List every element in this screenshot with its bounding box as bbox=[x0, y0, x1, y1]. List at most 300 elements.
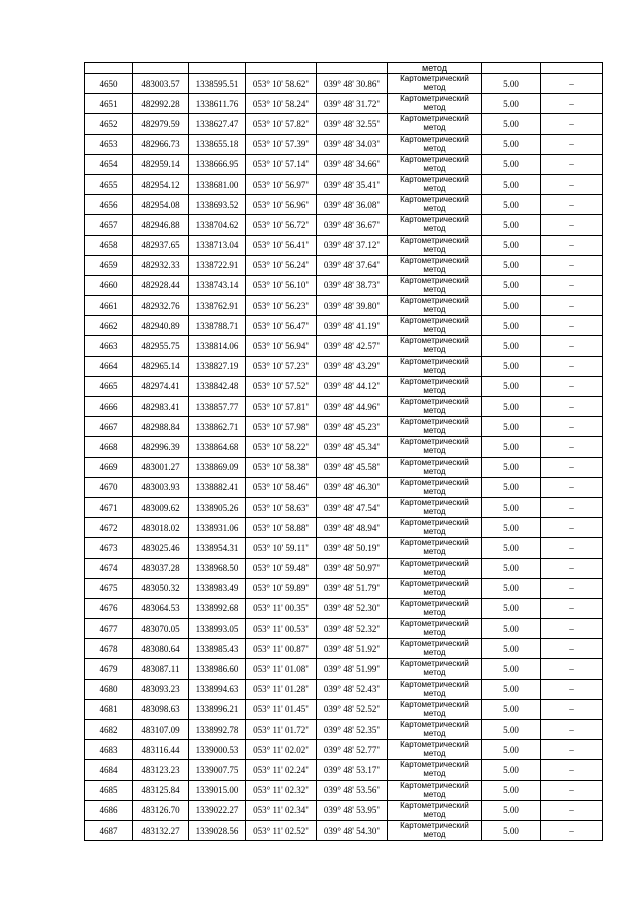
x-coordinate-cell: 483001.27 bbox=[133, 457, 189, 477]
y-coordinate-cell: 1339007.75 bbox=[189, 760, 246, 780]
accuracy-cell: 5.00 bbox=[482, 699, 541, 719]
x-coordinate-cell: 482979.59 bbox=[133, 114, 189, 134]
table-row bbox=[85, 760, 603, 780]
point-number-cell: 4677 bbox=[85, 619, 133, 639]
x-coordinate-cell: 483009.62 bbox=[133, 497, 189, 517]
x-coordinate-cell: 483025.46 bbox=[133, 538, 189, 558]
accuracy-cell: 5.00 bbox=[482, 720, 541, 740]
longitude-cell: 039° 48' 52.30" bbox=[317, 598, 388, 618]
method-line-1: Картометрический bbox=[400, 598, 469, 608]
accuracy-cell: 5.00 bbox=[482, 578, 541, 598]
method-line-2: метод bbox=[423, 224, 446, 234]
method-cell bbox=[388, 497, 482, 517]
y-coordinate-cell: 1338992.68 bbox=[189, 598, 246, 618]
y-coordinate-cell: 1338968.50 bbox=[189, 558, 246, 578]
point-number-cell: 4664 bbox=[85, 356, 133, 376]
x-coordinate-cell: 483018.02 bbox=[133, 518, 189, 538]
method-cell bbox=[388, 699, 482, 719]
method-line-1: Картометрический bbox=[400, 235, 469, 245]
point-number-cell: 4683 bbox=[85, 740, 133, 760]
method-cell bbox=[388, 679, 482, 699]
latitude-cell: 053° 10' 59.11" bbox=[246, 538, 317, 558]
point-number-cell: 4668 bbox=[85, 437, 133, 457]
latitude-cell: 053° 10' 56.94" bbox=[246, 336, 317, 356]
note-cell: – bbox=[541, 195, 603, 215]
accuracy-cell: 5.00 bbox=[482, 316, 541, 336]
latitude-cell: 053° 11' 02.34" bbox=[246, 800, 317, 820]
y-coordinate-cell: 1338693.52 bbox=[189, 195, 246, 215]
note-cell: – bbox=[541, 598, 603, 618]
table-row bbox=[85, 215, 603, 235]
y-coordinate-cell: 1338993.05 bbox=[189, 619, 246, 639]
note-cell: – bbox=[541, 437, 603, 457]
note-cell: – bbox=[541, 619, 603, 639]
y-coordinate-cell: 1338713.04 bbox=[189, 235, 246, 255]
x-coordinate-cell: 482932.76 bbox=[133, 296, 189, 316]
method-line-1: Картометрический bbox=[400, 538, 469, 548]
x-coordinate-cell: 483107.09 bbox=[133, 720, 189, 740]
longitude-cell: 039° 48' 45.34" bbox=[317, 437, 388, 457]
table-row bbox=[85, 518, 603, 538]
longitude-cell: 039° 48' 50.97" bbox=[317, 558, 388, 578]
method-cell bbox=[388, 760, 482, 780]
method-cell bbox=[388, 477, 482, 497]
latitude-cell: 053° 10' 56.41" bbox=[246, 235, 317, 255]
method-line-1: Картометрический bbox=[400, 497, 469, 507]
longitude-cell: 039° 48' 44.12" bbox=[317, 376, 388, 396]
point-number-cell: 4673 bbox=[85, 538, 133, 558]
method-cell bbox=[388, 457, 482, 477]
longitude-cell: 039° 48' 51.79" bbox=[317, 578, 388, 598]
x-coordinate-cell: 482988.84 bbox=[133, 417, 189, 437]
latitude-cell: 053° 11' 01.72" bbox=[246, 720, 317, 740]
method-line-1: Картометрический bbox=[400, 437, 469, 447]
longitude-cell: 039° 48' 36.08" bbox=[317, 195, 388, 215]
method-cell bbox=[388, 336, 482, 356]
longitude-cell: 039° 48' 37.12" bbox=[317, 235, 388, 255]
method-line-2: метод bbox=[423, 607, 446, 617]
point-number-cell: 4676 bbox=[85, 598, 133, 618]
accuracy-cell: 5.00 bbox=[482, 639, 541, 659]
method-cell bbox=[388, 538, 482, 558]
x-coordinate-cell: 483093.23 bbox=[133, 679, 189, 699]
point-number-cell: 4667 bbox=[85, 417, 133, 437]
y-coordinate-cell: 1338862.71 bbox=[189, 417, 246, 437]
accuracy-cell: 5.00 bbox=[482, 275, 541, 295]
note-cell: – bbox=[541, 134, 603, 154]
longitude-cell: 039° 48' 52.77" bbox=[317, 740, 388, 760]
table-row bbox=[85, 417, 603, 437]
point-number-cell: 4666 bbox=[85, 397, 133, 417]
method-cell bbox=[388, 74, 482, 94]
point-number-cell: 4654 bbox=[85, 154, 133, 174]
y-coordinate-cell: 1339028.56 bbox=[189, 820, 246, 840]
note-cell: – bbox=[541, 780, 603, 800]
point-number-cell: 4687 bbox=[85, 820, 133, 840]
note-cell: – bbox=[541, 316, 603, 336]
longitude-cell: 039° 48' 45.58" bbox=[317, 457, 388, 477]
latitude-cell: 053° 11' 00.35" bbox=[246, 598, 317, 618]
note-cell: – bbox=[541, 376, 603, 396]
latitude-cell: 053° 10' 57.81" bbox=[246, 397, 317, 417]
longitude-cell: 039° 48' 36.67" bbox=[317, 215, 388, 235]
note-cell: – bbox=[541, 275, 603, 295]
method-line-2: метод bbox=[423, 183, 446, 193]
y-coordinate-cell: 1339000.53 bbox=[189, 740, 246, 760]
method-line-1: Картометрический bbox=[400, 114, 469, 124]
continuation-row bbox=[85, 63, 603, 74]
accuracy-cell: 5.00 bbox=[482, 477, 541, 497]
longitude-cell: 039° 48' 32.55" bbox=[317, 114, 388, 134]
longitude-cell: 039° 48' 39.80" bbox=[317, 296, 388, 316]
method-cell bbox=[388, 558, 482, 578]
table-row bbox=[85, 720, 603, 740]
table-row bbox=[85, 800, 603, 820]
table-row bbox=[85, 639, 603, 659]
continuation-cell bbox=[482, 63, 541, 74]
table-row bbox=[85, 699, 603, 719]
method-line-1: Картометрический bbox=[400, 619, 469, 629]
x-coordinate-cell: 482932.33 bbox=[133, 255, 189, 275]
longitude-cell: 039° 48' 35.41" bbox=[317, 174, 388, 194]
note-cell: – bbox=[541, 296, 603, 316]
point-number-cell: 4651 bbox=[85, 94, 133, 114]
accuracy-cell: 5.00 bbox=[482, 174, 541, 194]
method-line-1: Картометрический bbox=[400, 659, 469, 669]
accuracy-cell: 5.00 bbox=[482, 598, 541, 618]
point-number-cell: 4650 bbox=[85, 74, 133, 94]
method-line-1: Картометрический bbox=[400, 74, 469, 83]
longitude-cell: 039° 48' 38.73" bbox=[317, 275, 388, 295]
latitude-cell: 053° 10' 59.48" bbox=[246, 558, 317, 578]
x-coordinate-cell: 482965.14 bbox=[133, 356, 189, 376]
method-cell bbox=[388, 174, 482, 194]
y-coordinate-cell: 1338681.00 bbox=[189, 174, 246, 194]
y-coordinate-cell: 1338611.76 bbox=[189, 94, 246, 114]
point-number-cell: 4675 bbox=[85, 578, 133, 598]
point-number-cell: 4686 bbox=[85, 800, 133, 820]
longitude-cell: 039° 48' 52.52" bbox=[317, 699, 388, 719]
point-number-cell: 4652 bbox=[85, 114, 133, 134]
latitude-cell: 053° 10' 57.52" bbox=[246, 376, 317, 396]
x-coordinate-cell: 483003.93 bbox=[133, 477, 189, 497]
method-line-1: Картометрический bbox=[400, 639, 469, 649]
note-cell: – bbox=[541, 820, 603, 840]
latitude-cell: 053° 10' 56.72" bbox=[246, 215, 317, 235]
y-coordinate-cell: 1338655.18 bbox=[189, 134, 246, 154]
method-cell bbox=[388, 356, 482, 376]
y-coordinate-cell: 1338857.77 bbox=[189, 397, 246, 417]
note-cell: – bbox=[541, 94, 603, 114]
method-line-1: Картометрический bbox=[400, 760, 469, 770]
y-coordinate-cell: 1338905.26 bbox=[189, 497, 246, 517]
continuation-cell bbox=[541, 63, 603, 74]
accuracy-cell: 5.00 bbox=[482, 417, 541, 437]
accuracy-cell: 5.00 bbox=[482, 134, 541, 154]
method-line-2: метод bbox=[423, 163, 446, 173]
latitude-cell: 053° 10' 59.89" bbox=[246, 578, 317, 598]
x-coordinate-cell: 482992.28 bbox=[133, 94, 189, 114]
y-coordinate-cell: 1338985.43 bbox=[189, 639, 246, 659]
y-coordinate-cell: 1338762.91 bbox=[189, 296, 246, 316]
y-coordinate-cell: 1339022.27 bbox=[189, 800, 246, 820]
method-line-2: метод bbox=[423, 123, 446, 133]
x-coordinate-cell: 483123.23 bbox=[133, 760, 189, 780]
method-line-1: Картометрический bbox=[400, 457, 469, 467]
note-cell: – bbox=[541, 397, 603, 417]
note-cell: – bbox=[541, 578, 603, 598]
table-row bbox=[85, 397, 603, 417]
longitude-cell: 039° 48' 34.03" bbox=[317, 134, 388, 154]
method-line-2: метод bbox=[423, 83, 446, 92]
x-coordinate-cell: 482983.41 bbox=[133, 397, 189, 417]
method-line-2: метод bbox=[423, 466, 446, 476]
longitude-cell: 039° 48' 52.43" bbox=[317, 679, 388, 699]
accuracy-cell: 5.00 bbox=[482, 497, 541, 517]
note-cell: – bbox=[541, 255, 603, 275]
note-cell: – bbox=[541, 477, 603, 497]
table-row bbox=[85, 255, 603, 275]
latitude-cell: 053° 11' 02.32" bbox=[246, 780, 317, 800]
method-line-2: метод bbox=[423, 325, 446, 335]
method-cell bbox=[388, 114, 482, 134]
longitude-cell: 039° 48' 31.72" bbox=[317, 94, 388, 114]
method-cell bbox=[388, 598, 482, 618]
point-number-cell: 4671 bbox=[85, 497, 133, 517]
point-number-cell: 4670 bbox=[85, 477, 133, 497]
method-line-2: метод bbox=[423, 506, 446, 516]
note-cell: – bbox=[541, 800, 603, 820]
table-row bbox=[85, 296, 603, 316]
longitude-cell: 039° 48' 54.30" bbox=[317, 820, 388, 840]
accuracy-cell: 5.00 bbox=[482, 558, 541, 578]
accuracy-cell: 5.00 bbox=[482, 235, 541, 255]
note-cell: – bbox=[541, 215, 603, 235]
x-coordinate-cell: 482996.39 bbox=[133, 437, 189, 457]
method-line-2: метод bbox=[423, 547, 446, 557]
method-line-1: Картометрический bbox=[400, 94, 469, 104]
table-row bbox=[85, 659, 603, 679]
latitude-cell: 053° 10' 58.22" bbox=[246, 437, 317, 457]
method-cell bbox=[388, 94, 482, 114]
table-row bbox=[85, 477, 603, 497]
table-row bbox=[85, 679, 603, 699]
point-number-cell: 4657 bbox=[85, 215, 133, 235]
accuracy-cell: 5.00 bbox=[482, 255, 541, 275]
method-cell bbox=[388, 619, 482, 639]
accuracy-cell: 5.00 bbox=[482, 397, 541, 417]
y-coordinate-cell: 1338954.31 bbox=[189, 538, 246, 558]
method-cell bbox=[388, 780, 482, 800]
method-cell bbox=[388, 195, 482, 215]
note-cell: – bbox=[541, 336, 603, 356]
y-coordinate-cell: 1338666.95 bbox=[189, 154, 246, 174]
method-line-1: Картометрический bbox=[400, 134, 469, 144]
note-cell: – bbox=[541, 659, 603, 679]
continuation-cell bbox=[317, 63, 388, 74]
table-row bbox=[85, 94, 603, 114]
accuracy-cell: 5.00 bbox=[482, 437, 541, 457]
point-number-cell: 4685 bbox=[85, 780, 133, 800]
point-number-cell: 4660 bbox=[85, 275, 133, 295]
continuation-cell bbox=[85, 63, 133, 74]
longitude-cell: 039° 48' 52.32" bbox=[317, 619, 388, 639]
method-line-2: метод bbox=[423, 345, 446, 355]
x-coordinate-cell: 482954.12 bbox=[133, 174, 189, 194]
x-coordinate-cell: 482928.44 bbox=[133, 275, 189, 295]
x-coordinate-cell: 483037.28 bbox=[133, 558, 189, 578]
x-coordinate-cell: 483064.53 bbox=[133, 598, 189, 618]
note-cell: – bbox=[541, 497, 603, 517]
latitude-cell: 053° 10' 56.97" bbox=[246, 174, 317, 194]
accuracy-cell: 5.00 bbox=[482, 114, 541, 134]
point-number-cell: 4684 bbox=[85, 760, 133, 780]
method-cell bbox=[388, 134, 482, 154]
note-cell: – bbox=[541, 699, 603, 719]
latitude-cell: 053° 10' 58.62" bbox=[246, 74, 317, 94]
x-coordinate-cell: 482974.41 bbox=[133, 376, 189, 396]
table-row bbox=[85, 356, 603, 376]
method-line-1: Картометрический bbox=[400, 800, 469, 810]
method-line-2: метод bbox=[423, 729, 446, 738]
method-cell bbox=[388, 578, 482, 598]
latitude-cell: 053° 10' 57.39" bbox=[246, 134, 317, 154]
accuracy-cell: 5.00 bbox=[482, 679, 541, 699]
note-cell: – bbox=[541, 639, 603, 659]
method-line-1: Картометрический bbox=[400, 174, 469, 184]
method-line-1: Картометрический bbox=[400, 477, 469, 487]
note-cell: – bbox=[541, 720, 603, 740]
longitude-cell: 039° 48' 30.86" bbox=[317, 74, 388, 94]
method-cell bbox=[388, 316, 482, 336]
y-coordinate-cell: 1338869.09 bbox=[189, 457, 246, 477]
accuracy-cell: 5.00 bbox=[482, 457, 541, 477]
point-number-cell: 4663 bbox=[85, 336, 133, 356]
continuation-method-cell: метод bbox=[388, 63, 482, 74]
x-coordinate-cell: 482955.75 bbox=[133, 336, 189, 356]
method-cell bbox=[388, 639, 482, 659]
note-cell: – bbox=[541, 538, 603, 558]
x-coordinate-cell: 483087.11 bbox=[133, 659, 189, 679]
method-line-2: метод bbox=[423, 365, 446, 375]
point-number-cell: 4681 bbox=[85, 699, 133, 719]
accuracy-cell: 5.00 bbox=[482, 740, 541, 760]
method-line-1: Картометрический bbox=[400, 275, 469, 285]
table-row bbox=[85, 195, 603, 215]
note-cell: – bbox=[541, 558, 603, 578]
longitude-cell: 039° 48' 48.94" bbox=[317, 518, 388, 538]
method-line-1: Картометрический bbox=[400, 316, 469, 326]
method-cell bbox=[388, 255, 482, 275]
y-coordinate-cell: 1338986.60 bbox=[189, 659, 246, 679]
longitude-cell: 039° 48' 46.30" bbox=[317, 477, 388, 497]
table-row bbox=[85, 780, 603, 800]
method-line-2: метод bbox=[423, 567, 446, 577]
latitude-cell: 053° 11' 01.45" bbox=[246, 699, 317, 719]
method-line-1: Картометрический bbox=[400, 820, 469, 830]
table-row bbox=[85, 74, 603, 94]
accuracy-cell: 5.00 bbox=[482, 780, 541, 800]
method-line-1: Картометрический bbox=[400, 780, 469, 790]
x-coordinate-cell: 483050.32 bbox=[133, 578, 189, 598]
point-number-cell: 4659 bbox=[85, 255, 133, 275]
longitude-cell: 039° 48' 52.35" bbox=[317, 720, 388, 740]
method-cell bbox=[388, 154, 482, 174]
latitude-cell: 053° 11' 02.02" bbox=[246, 740, 317, 760]
x-coordinate-cell: 482966.73 bbox=[133, 134, 189, 154]
accuracy-cell: 5.00 bbox=[482, 356, 541, 376]
longitude-cell: 039° 48' 34.66" bbox=[317, 154, 388, 174]
method-cell bbox=[388, 820, 482, 840]
latitude-cell: 053° 10' 58.63" bbox=[246, 497, 317, 517]
method-line-1: Картометрический bbox=[400, 699, 469, 709]
table-row bbox=[85, 538, 603, 558]
accuracy-cell: 5.00 bbox=[482, 800, 541, 820]
x-coordinate-cell: 483003.57 bbox=[133, 74, 189, 94]
method-line-2: метод bbox=[423, 143, 446, 153]
x-coordinate-cell: 483116.44 bbox=[133, 740, 189, 760]
longitude-cell: 039° 48' 53.56" bbox=[317, 780, 388, 800]
method-line-1: Картометрический bbox=[400, 578, 469, 588]
method-line-2: метод bbox=[423, 446, 446, 456]
accuracy-cell: 5.00 bbox=[482, 518, 541, 538]
method-line-1: Картометрический bbox=[400, 215, 469, 225]
longitude-cell: 039° 48' 53.17" bbox=[317, 760, 388, 780]
point-number-cell: 4674 bbox=[85, 558, 133, 578]
accuracy-cell: 5.00 bbox=[482, 376, 541, 396]
y-coordinate-cell: 1338595.51 bbox=[189, 74, 246, 94]
method-line-2: метод bbox=[423, 264, 446, 274]
method-cell bbox=[388, 800, 482, 820]
table-row bbox=[85, 820, 603, 840]
latitude-cell: 053° 10' 56.24" bbox=[246, 255, 317, 275]
y-coordinate-cell: 1338992.78 bbox=[189, 720, 246, 740]
latitude-cell: 053° 10' 58.46" bbox=[246, 477, 317, 497]
point-number-cell: 4679 bbox=[85, 659, 133, 679]
method-line-2: метод bbox=[423, 708, 446, 718]
longitude-cell: 039° 48' 37.64" bbox=[317, 255, 388, 275]
method-cell bbox=[388, 417, 482, 437]
point-number-cell: 4655 bbox=[85, 174, 133, 194]
accuracy-cell: 5.00 bbox=[482, 820, 541, 840]
table-row bbox=[85, 558, 603, 578]
method-line-2: метод bbox=[423, 486, 446, 496]
method-line-2: метод bbox=[423, 648, 446, 658]
method-line-1: Картометрический bbox=[400, 296, 469, 306]
continuation-cell bbox=[133, 63, 189, 74]
table-body bbox=[85, 63, 603, 841]
note-cell: – bbox=[541, 114, 603, 134]
x-coordinate-cell: 482946.88 bbox=[133, 215, 189, 235]
note-cell: – bbox=[541, 760, 603, 780]
method-line-2: метод bbox=[423, 809, 446, 819]
latitude-cell: 053° 10' 57.82" bbox=[246, 114, 317, 134]
method-line-1: Картометрический bbox=[400, 154, 469, 164]
y-coordinate-cell: 1338931.06 bbox=[189, 518, 246, 538]
latitude-cell: 053° 11' 01.28" bbox=[246, 679, 317, 699]
method-line-1: Картометрический bbox=[400, 417, 469, 427]
method-line-2: метод bbox=[423, 103, 446, 113]
longitude-cell: 039° 48' 42.57" bbox=[317, 336, 388, 356]
table-row bbox=[85, 134, 603, 154]
method-line-1: Картометрический bbox=[400, 518, 469, 528]
method-line-2: метод bbox=[423, 426, 446, 436]
table-row bbox=[85, 154, 603, 174]
note-cell: – bbox=[541, 235, 603, 255]
point-number-cell: 4672 bbox=[85, 518, 133, 538]
method-line-1: Картометрический bbox=[400, 397, 469, 406]
y-coordinate-cell: 1338827.19 bbox=[189, 356, 246, 376]
